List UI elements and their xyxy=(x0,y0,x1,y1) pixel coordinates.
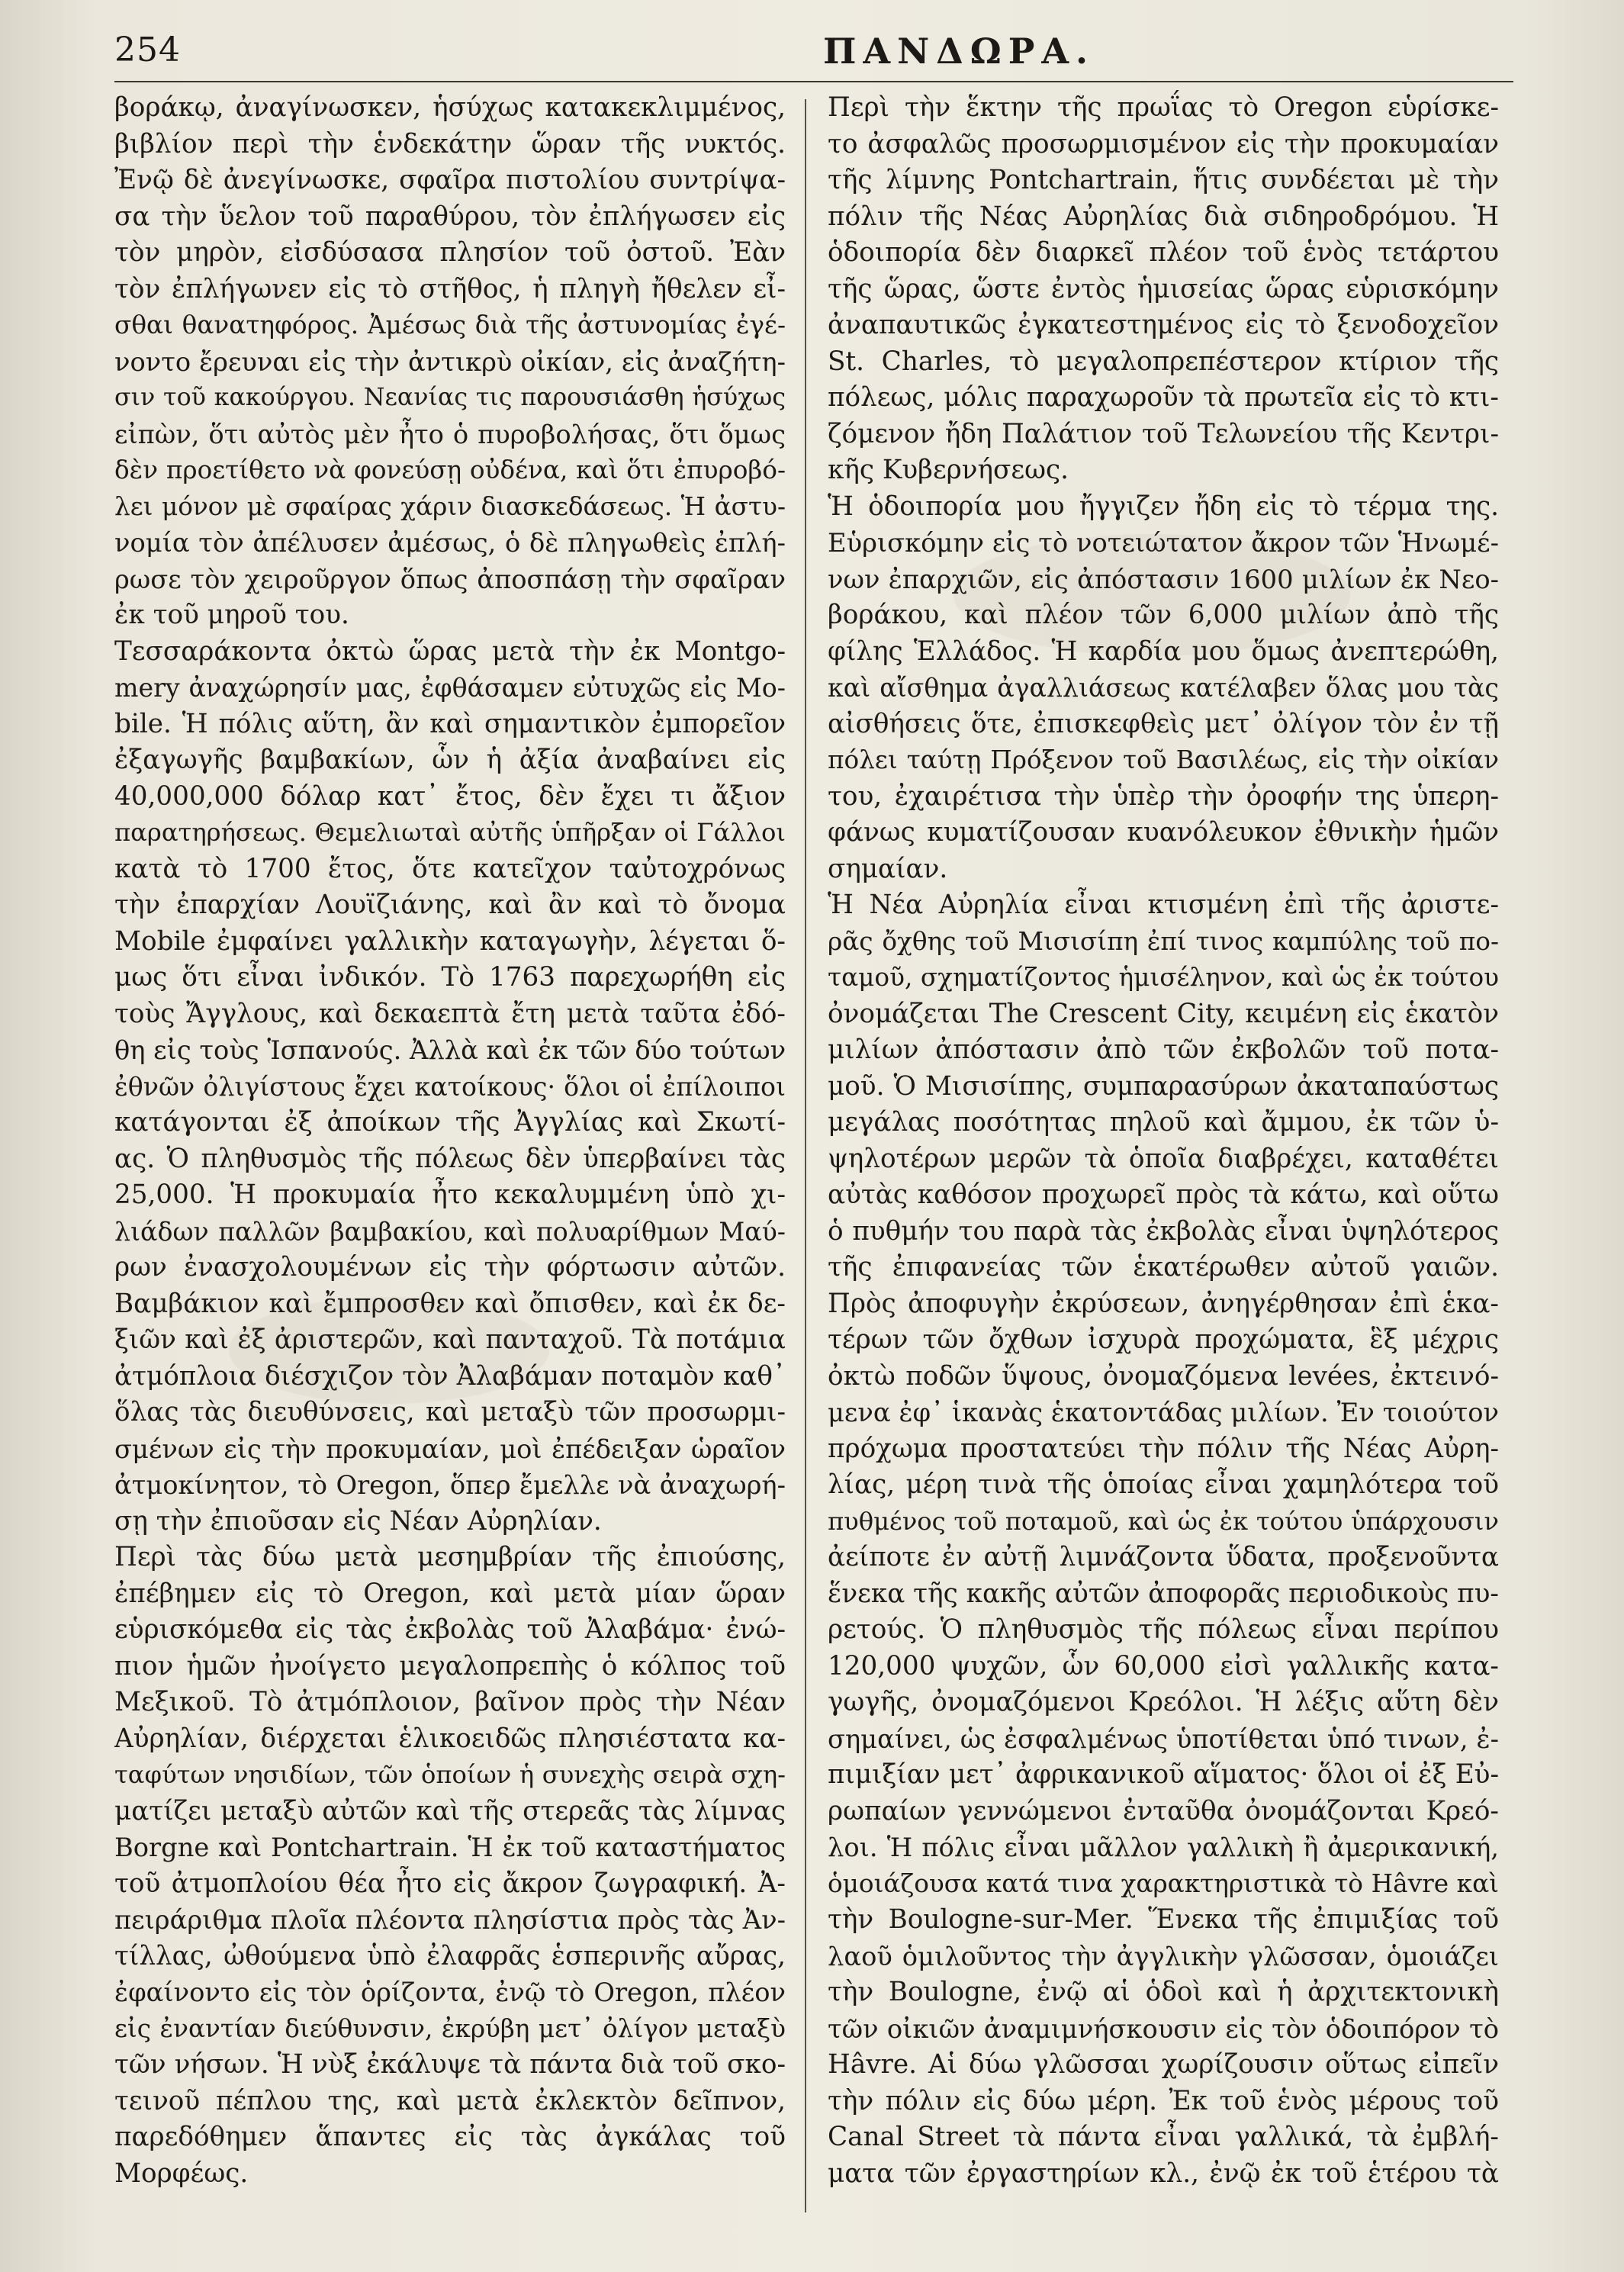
text-line: Borgne καὶ Pontchartrain. Ἡ ἐκ τοῦ καταστήματος xyxy=(114,1833,786,1862)
text-line: Βαμβάκιον καὶ ἔμπροσθεν καὶ ὄπισθεν, καὶ ἐκ δε- xyxy=(114,1288,786,1319)
text-line: το ἀσφαλῶς προσωρμισμένον εἰς τὴν προκυμαίαν xyxy=(828,128,1499,159)
column-divider xyxy=(805,99,806,2212)
text-line: ρων ἐνασχολουμένων εἰς τὴν φόρτωσιν αὐτῶν. xyxy=(114,1252,786,1282)
text-line: ταφύτων νησιδίων, τῶν ὁποίων ἡ συνεχὴς σειρὰ σχη- xyxy=(114,1760,786,1789)
text-line: σῃ τὴν ἐπιοῦσαν εἰς Νέαν Αὐρηλίαν. xyxy=(114,1505,602,1537)
text-line: 25,000. Ἡ προκυμαία ἦτο κεκαλυμμένη ὑπὸ χι- xyxy=(114,1179,786,1210)
text-line: καὶ αἴσθημα ἀγαλλιάσεως κατέλαβεν ὅλας μου τὰς xyxy=(828,673,1499,703)
text-line: ζόμενον ἤδη Παλάτιον τοῦ Τελωνείου τῆς Κεντρι- xyxy=(828,418,1499,449)
text-line: Εὑρισκόμην εἰς τὸ νοτειώτατον ἄκρον τῶν Ἡνωμέ- xyxy=(828,528,1499,558)
text-line: τῶν οἰκιῶν ἀναμιμνήσκουσιν εἰς τὸν ὁδοιπόρον τὸ xyxy=(828,2013,1499,2044)
text-line: τὴν ἐπαρχίαν Λουϊζιάνης, καὶ ἂν καὶ τὸ ὄνομα xyxy=(114,890,786,920)
text-line: τίλλας, ὠθούμενα ὑπὸ ἐλαφρᾶς ἑσπερινῆς αὔρας, xyxy=(114,1940,786,1971)
text-line: βοράκῳ, ἀναγίνωσκεν, ἡσύχως κατακεκλιμμένος, xyxy=(114,92,786,123)
text-line: μως ὅτι εἶναι ἰνδικόν. Τὸ 1763 παρεχωρήθη εἰς xyxy=(114,962,786,993)
text-line: Ἐνῷ δὲ ἀνεγίνωσκε, σφαῖρα πιστολίου συντρίψα- xyxy=(114,165,786,195)
text-line: ματίζει μεταξὺ αὐτῶν καὶ τῆς στερεᾶς τὰς λίμνας xyxy=(114,1795,786,1826)
text-line: Μορφέως. xyxy=(114,2158,249,2189)
text-line: Περὶ τὰς δύω μετὰ μεσημβρίαν τῆς ἐπιούσης, xyxy=(114,1542,786,1572)
text-line: πόλιν τῆς Νέας Αὐρηλίας διὰ σιδηροδρόμου. Ἡ xyxy=(828,201,1499,232)
text-line: ρωπαίων γεννώμενοι ἐνταῦθα ὀνομάζονται Κρεό- xyxy=(828,1795,1499,1826)
text-line: ὀκτὼ ποδῶν ὕψους, ὀνομαζόμενα levées, ἐκτεινό- xyxy=(828,1360,1499,1392)
text-line: Mobile ἐμφαίνει γαλλικὴν καταγωγὴν, λέγεται ὅ- xyxy=(114,925,786,957)
text-line: λίας, μέρη τινὰ τῆς ὁποίας εἶναι χαμηλότερα τοῦ xyxy=(828,1469,1499,1500)
text-line: νομία τὸν ἀπέλυσεν ἀμέσως, ὁ δὲ πληγωθεὶς ἐπλή- xyxy=(114,528,786,558)
text-line: του, ἐχαιρέτισα τὴν ὑπὲρ τὴν ὀροφήν της ὑπερη- xyxy=(828,780,1499,812)
text-line: τεινοῦ πέπλου της, καὶ μετὰ ἐκλεκτὸν δεῖπνον, xyxy=(114,2085,786,2116)
text-line: ψηλοτέρων μερῶν τὰ ὁποῖα διαβρέχει, καταθέτει xyxy=(828,1143,1499,1174)
text-line: ξιῶν καὶ ἐξ ἀριστερῶν, καὶ πανταχοῦ. Τὰ ποτάμια xyxy=(114,1324,786,1355)
text-line: πυθμένος τοῦ ποταμοῦ, καὶ ὡς ἐκ τούτου ὑπάρχουσιν xyxy=(828,1506,1499,1536)
text-line: εἰς ἐναντίαν διεύθυνσιν, ἐκρύβη μετ᾽ ὀλίγον μεταξὺ xyxy=(114,2013,786,2043)
text-line: Πρὸς ἀποφυγὴν ἐκρύσεων, ἀνηγέρθησαν ἐπὶ ἑκα- xyxy=(828,1288,1499,1319)
text-line: πιμιξίαν μετ᾽ ἀφρικανικοῦ αἵματος· ὅλοι οἱ ἐξ Εὐ- xyxy=(828,1759,1499,1790)
text-line: Τεσσαράκοντα ὀκτὼ ὥρας μετὰ τὴν ἐκ Montgo- xyxy=(114,636,786,667)
text-line: πιον ἡμῶν ἠνοίγετο μεγαλοπρεπὴς ὁ κόλπος τοῦ xyxy=(114,1650,786,1681)
text-line: mery ἀναχώρησίν μας, ἐφθάσαμεν εὐτυχῶς εἰς Mo- xyxy=(114,673,786,703)
text-line: τῆς λίμνης Pontchartrain, ἥτις συνδέεται μὲ τὴν xyxy=(828,165,1499,195)
text-line: ἀείποτε ἐν αὐτῇ λιμνάζοντα ὕδατα, προξενοῦντα xyxy=(828,1542,1499,1572)
text-line: ἐπέβημεν εἰς τὸ Oregon, καὶ μετὰ μίαν ὥραν xyxy=(114,1578,786,1609)
text-line: τῶν νήσων. Ἡ νὺξ ἐκάλυψε τὰ πάντα διὰ τοῦ σκο- xyxy=(114,2049,786,2080)
text-line: γωγῆς, ὀνομαζόμενοι Κρεόλοι. Ἡ λέξις αὕτη δὲν xyxy=(828,1687,1499,1717)
text-line: τὴν Boulogne, ἐνῷ αἱ ὁδοὶ καὶ ἡ ἀρχιτεκτονικὴ xyxy=(828,1977,1499,2007)
running-title: ΠΑΝΔΩΡΑ. xyxy=(822,31,1095,72)
text-line: πειράριθμα πλοῖα πλέοντα πλησίστια πρὸς τὰς Ἀν- xyxy=(114,1905,786,1935)
text-line: πόλει ταύτῃ Πρόξενον τοῦ Βασιλέως, εἰς τὴν οἰκίαν xyxy=(828,745,1499,774)
text-line: τὸν μηρὸν, εἰσδύσασα πλησίον τοῦ ὀστοῦ. Ἐὰν xyxy=(114,237,786,268)
text-line: Ἡ ὁδοιπορία μου ἤγγιζεν ἤδη εἰς τὸ τέρμα της. xyxy=(828,491,1499,522)
text-line: τῆς ἐπιφανείας τῶν ἑκατέρωθεν αὐτοῦ γαιῶν. xyxy=(828,1252,1499,1282)
text-line: ἐκ τοῦ μηροῦ του. xyxy=(114,600,349,630)
text-line: ἕνεκα τῆς κακῆς αὐτῶν ἀποφορᾶς περιοδικοὺς πυ- xyxy=(828,1578,1499,1609)
text-line: τὸν ἐπλήγωνεν εἰς τὸ στῆθος, ἡ πληγὴ ἤθελεν εἶ- xyxy=(114,273,786,304)
text-line: βοράκου, καὶ πλέον τῶν 6,000 μιλίων ἀπὸ τῆς xyxy=(828,600,1499,630)
text-line: τὴν Boulogne-sur-Mer. Ἕνεκα τῆς ἐπιμιξίας τοῦ xyxy=(828,1904,1499,1935)
text-line: φάνως κυματίζουσαν κυανόλευκον ἐθνικὴν ἡμῶν xyxy=(828,817,1499,848)
text-line: ἐθνῶν ὀλιγίστους ἔχει κατοίκους· ὅλοι οἱ ἐπίλοιποι xyxy=(114,1071,786,1102)
text-line: σθαι θανατηφόρος. Ἀμέσως διὰ τῆς ἀστυνομίας ἐγέ- xyxy=(114,311,786,340)
text-line: ἐξαγωγῆς βαμβακίων, ὧν ἡ ἀξία ἀναβαίνει εἰς xyxy=(114,745,786,775)
text-line: ἀτμόπλοια διέσχιζον τὸν Ἀλαβάμαν ποταμὸν καθ᾽ xyxy=(114,1360,786,1392)
text-line: Hâvre. Αἱ δύω γλῶσσαι χωρίζουσιν οὕτως εἰπεῖν xyxy=(828,2049,1499,2080)
text-line: φίλης Ἑλλάδος. Ἡ καρδία μου ὅμως ἀνεπτερώθη, xyxy=(828,636,1499,667)
text-line: παρατηρήσεως. Θεμελιωταὶ αὐτῆς ὑπῆρξαν οἱ Γάλλοι xyxy=(114,818,786,847)
text-line: ας. Ὁ πληθυσμὸς τῆς πόλεως δὲν ὑπερβαίνει τὰς xyxy=(114,1143,786,1174)
text-line: νοντο ἔρευναι εἰς τὴν ἀντικρὺ οἰκίαν, εἰς ἀναζήτη- xyxy=(114,346,786,377)
text-line: σημαίαν. xyxy=(828,853,948,884)
text-line: λαοῦ ὁμιλοῦντος τὴν ἀγγλικὴν γλῶσσαν, ὁμοιάζει xyxy=(828,1941,1499,1971)
text-line: ἀναπαυτικῶς ἐγκατεστημένος εἰς τὸ ξενοδοχεῖον xyxy=(828,310,1499,340)
text-line: λει μόνον μὲ σφαίρας χάριν διασκεδάσεως. Ἡ ἀστυ- xyxy=(114,491,786,521)
text-line: κατὰ τὸ 1700 ἔτος, ὅτε κατεῖχον ταὐτοχρόνως xyxy=(114,853,786,884)
text-line: σα τὴν ὕελον τοῦ παραθύρου, τὸν ἐπλήγωσεν εἰς xyxy=(114,201,786,232)
text-line: Canal Street τὰ πάντα εἶναι γαλλικά, τὰ ἐμβλή- xyxy=(828,2122,1499,2152)
text-line: ματα τῶν ἐργαστηρίων κλ., ἐνῷ ἐκ τοῦ ἑτέρου τὰ xyxy=(828,2158,1499,2189)
text-line: σημαίνει, ὡς ἐσφαλμένως ὑποτίθεται ὑπό τινων, ἐ- xyxy=(828,1723,1499,1754)
text-line: μιλίων ἀπόστασιν ἀπὸ τῶν ἐκβολῶν τοῦ ποτα- xyxy=(828,1035,1499,1065)
left-text-column xyxy=(114,90,786,2192)
text-line: λοι. Ἡ πόλις εἶναι μᾶλλον γαλλικὴ ἢ ἀμερικανική, xyxy=(828,1833,1499,1862)
text-line: ρετούς. Ὁ πληθυσμὸς τῆς πόλεως εἶναι περίπου xyxy=(828,1614,1499,1645)
text-line: 120,000 ψυχῶν, ὧν 60,000 εἰσὶ γαλλικῆς κατα- xyxy=(828,1650,1499,1681)
text-line: πόλεως, μόλις παραχωροῦν τὰ πρωτεῖα εἰς τὸ κτι- xyxy=(828,382,1499,413)
text-line: ὅλας τὰς διευθύνσεις, καὶ μεταξὺ τῶν προσωρμι- xyxy=(114,1397,786,1427)
text-line: Αὐρηλίαν, διέρχεται ἑλικοειδῶς πλησιέστατα κα- xyxy=(114,1723,786,1754)
text-line: λιάδων παλλῶν βαμβακίου, καὶ πολυαρίθμων Μαύ- xyxy=(114,1216,786,1247)
text-line: ὁδοιπορία δὲν διαρκεῖ πλέον τοῦ ἑνὸς τετάρτου xyxy=(828,237,1499,268)
text-line: κατάγονται ἐξ ἀποίκων τῆς Ἀγγλίας καὶ Σκωτί- xyxy=(114,1107,786,1138)
text-line: κῆς Κυβερνήσεως. xyxy=(828,455,1069,485)
text-line: τοὺς Ἄγγλους, καὶ δεκαεπτὰ ἔτη μετὰ ταῦτα ἐδό- xyxy=(114,998,786,1029)
text-line: ρωσε τὸν χειροῦργον ὅπως ἀποσπάσῃ τὴν σφαῖραν xyxy=(114,564,786,594)
text-line: αὐτὰς καθόσον προχωρεῖ πρὸς τὰ κάτω, καὶ οὕτω xyxy=(828,1179,1499,1210)
text-line: αἰσθήσεις ὅτε, ἐπισκεφθεὶς μετ᾽ ὀλίγον τὸν ἐν τῇ xyxy=(828,708,1499,739)
text-line: ρᾶς ὄχθης τοῦ Μισισίπη ἐπί τινος καμπύλης τοῦ πο- xyxy=(828,926,1499,956)
text-line: Μεξικοῦ. Τὸ ἀτμόπλοιον, βαῖνον πρὸς τὴν Νέαν xyxy=(114,1687,786,1717)
text-line: σμένων εἰς τὴν προκυμαίαν, μοὶ ἐπέδειξαν ὡραῖον xyxy=(114,1434,786,1464)
text-line: St. Charles, τὸ μεγαλοπρεπέστερον κτίριον τῆς xyxy=(828,346,1499,377)
text-line: θη εἰς τοὺς Ἱσπανούς. Ἀλλὰ καὶ ἐκ τῶν δύο τούτων xyxy=(114,1035,786,1065)
text-line: ὀνομάζεται The Crescent City, κειμένη εἰς ἑκατὸν xyxy=(828,998,1499,1029)
text-line: μοῦ. Ὁ Μισισίπης, συμπαρασύρων ἀκαταπαύστως xyxy=(828,1070,1499,1102)
text-line: ὁ πυθμήν του παρὰ τὰς ἐκβολὰς εἶναι ὑψηλότερος xyxy=(828,1215,1499,1247)
text-line: τῆς ὥρας, ὥστε ἐντὸς ἡμισείας ὥρας εὑρισκόμην xyxy=(828,273,1499,304)
text-line: νων ἐπαρχιῶν, εἰς ἀπόστασιν 1600 μιλίων ἐκ Νεο- xyxy=(828,564,1499,594)
page-header xyxy=(114,31,1513,81)
text-line: bile. Ἡ πόλις αὕτη, ἂν καὶ σημαντικὸν ἐμπορεῖον xyxy=(114,708,786,739)
text-line: εἰπὼν, ὅτι αὐτὸς μὲν ἦτο ὁ πυροβολήσας, ὅτι ὅμως xyxy=(114,419,786,449)
text-line: Ἡ Νέα Αὐρηλία εἶναι κτισμένη ἐπὶ τῆς ἀριστε- xyxy=(828,890,1499,920)
text-line: παρεδόθημεν ἅπαντες εἰς τὰς ἀγκάλας τοῦ xyxy=(114,2122,786,2152)
text-line: σιν τοῦ κακούργου. Νεανίας τις παρουσιάσθη ἡσύχως xyxy=(114,384,786,411)
text-line: 40,000,000 δόλαρ κατ᾽ ἔτος, δὲν ἔχει τι ἄξιον xyxy=(114,780,786,812)
text-line: ἐφαίνοντο εἰς τὸν ὁρίζοντα, ἐνῷ τὸ Oregon, πλέον xyxy=(114,1978,786,2007)
text-line: τοῦ ἀτμοπλοίου θέα ἦτο εἰς ἄκρον ζωγραφική. Ἀ- xyxy=(114,1868,786,1899)
text-line: πρόχωμα προστατεύει τὴν πόλιν τῆς Νέας Αὐρη- xyxy=(828,1433,1499,1464)
text-line: ταμοῦ, σχηματίζοντος ἡμισέληνον, καὶ ὡς ἐκ τούτου xyxy=(828,963,1499,992)
right-text-column xyxy=(828,90,1499,2192)
header-rule xyxy=(114,81,1513,82)
text-line: Περὶ τὴν ἕκτην τῆς πρωΐας τὸ Oregon εὑρίσκε- xyxy=(828,92,1499,123)
text-line: εὑρισκόμεθα εἰς τὰς ἐκβολὰς τοῦ Ἀλαβάμα· ἐνώ- xyxy=(114,1614,786,1645)
text-line: βιβλίον περὶ τὴν ἑνδεκάτην ὥραν τῆς νυκτός. xyxy=(114,128,786,159)
text-line: τὴν πόλιν εἰς δύω μέρη. Ἐκ τοῦ ἑνὸς μέρους τοῦ xyxy=(828,2085,1499,2116)
text-line: δὲν προετίθετο νὰ φονεύσῃ οὐδένα, καὶ ὅτι ἐπυροβό- xyxy=(114,455,786,484)
text-line: μενα ἐφ᾽ ἱκανὰς ἑκατοντάδας μιλίων. Ἐν τοιούτον xyxy=(828,1398,1499,1427)
text-line: τέρων τῶν ὄχθων ἰσχυρὰ προχώματα, ἓξ μέχρις xyxy=(828,1324,1499,1355)
text-line: ἀτμοκίνητον, τὸ Oregon, ὅπερ ἔμελλε νὰ ἀναχωρή- xyxy=(114,1470,786,1500)
page-number: 254 xyxy=(114,31,181,69)
text-line: μεγάλας ποσότητας πηλοῦ καὶ ἄμμου, ἐκ τῶν ὑ- xyxy=(828,1107,1499,1138)
text-line: ὁμοιάζουσα κατά τινα χαρακτηριστικὰ τὸ Hâvre καὶ xyxy=(828,1868,1499,1898)
